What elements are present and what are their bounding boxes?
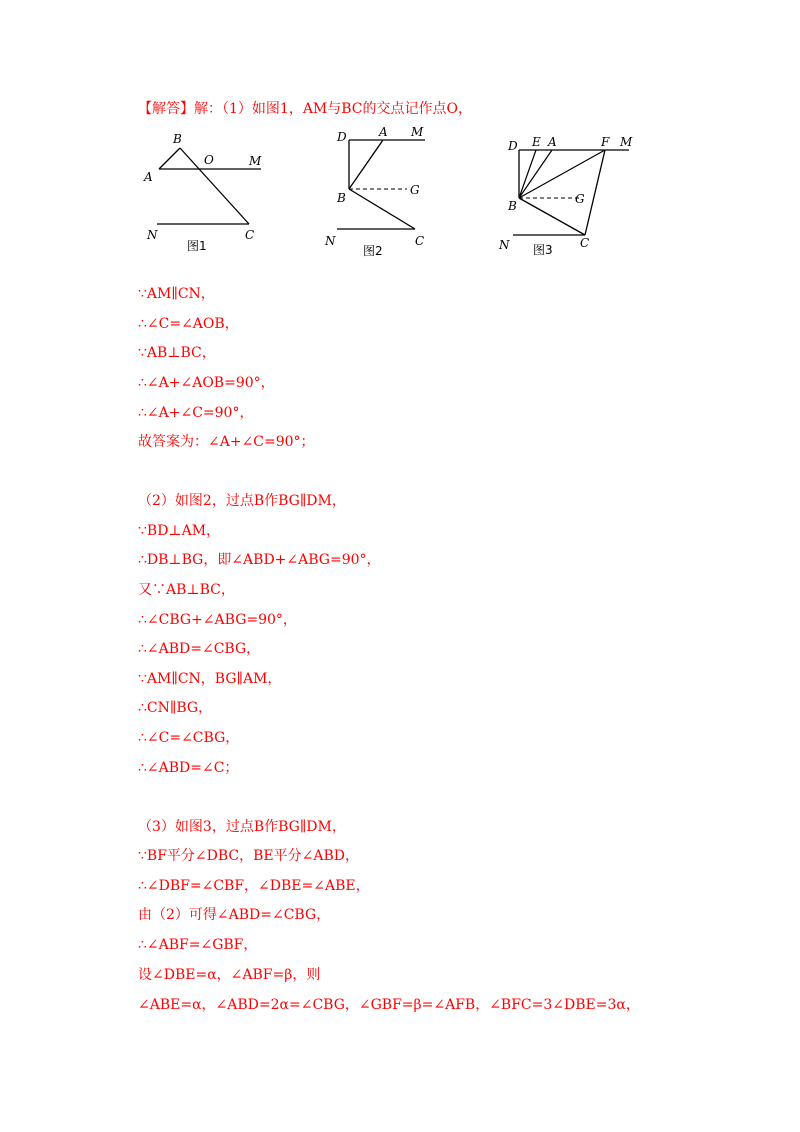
answer-intro: 【解答】解：（1）如图1，AM与BC的交点记作点O， — [138, 101, 472, 117]
fig3-caption: 图3 — [533, 243, 553, 257]
fig1-label-A: A — [144, 170, 153, 184]
fig3-label-B: B — [508, 199, 517, 213]
part3-line: ∵BF平分∠DBC，BE平分∠ABD， — [138, 848, 359, 864]
figure-3-diagram — [495, 128, 645, 263]
part2-line: ∴∠ABD=∠CBG， — [138, 641, 261, 657]
part3-line: 由（2）可得∠ABD=∠CBG， — [138, 907, 331, 923]
part3-line: （3）如图3，过点B作BG∥DM， — [138, 819, 346, 835]
part2-line: 又∵AB⊥BC， — [138, 582, 235, 598]
fig3-label-C: C — [580, 236, 590, 250]
fig2-caption: 图2 — [363, 244, 383, 258]
part1-line: ∴∠C=∠AOB， — [138, 316, 239, 332]
figure-2 — [315, 122, 435, 262]
part2-line: ∴DB⊥BG，即∠ABD+∠ABG=90°， — [138, 552, 381, 568]
part1-line: ∴∠A+∠C=90°， — [138, 405, 254, 421]
figure-1 — [135, 125, 275, 255]
fig1-label-B: B — [173, 132, 182, 146]
part2-line: ∴CN∥BG， — [138, 700, 213, 716]
fig3-label-E: E — [532, 135, 541, 149]
part2-line: ∵AM∥CN，BG∥AM， — [138, 671, 282, 687]
fig2-label-A: A — [379, 125, 388, 139]
fig2-label-G: G — [410, 183, 420, 197]
fig2-label-N: N — [325, 234, 336, 248]
fig1-caption: 图1 — [187, 239, 207, 253]
part3-line: ∠ABE=α，∠ABD=2α=∠CBG，∠GBF=β=∠AFB，∠BFC=3∠DBE=3α， — [138, 997, 640, 1013]
part1-line: ∵AB⊥BC， — [138, 345, 216, 361]
fig1-label-O: O — [204, 153, 214, 167]
fig2-label-D: D — [337, 130, 347, 144]
fig3-label-N: N — [499, 238, 510, 252]
fig3-label-A: A — [548, 135, 557, 149]
part3-line: ∴∠DBF=∠CBF，∠DBE=∠ABE， — [138, 878, 370, 894]
figure-3 — [495, 128, 645, 263]
fig3-label-M: M — [620, 135, 633, 149]
part1-line: ∴∠A+∠AOB=90°， — [138, 375, 275, 391]
part2-line: ∵BD⊥AM， — [138, 523, 221, 539]
part2-line: ∴∠ABD=∠C； — [138, 760, 239, 776]
part1-line: 故答案为：∠A+∠C=90°； — [138, 434, 315, 450]
fig2-label-M: M — [411, 125, 424, 139]
part1-line: ∵AM∥CN， — [138, 286, 215, 302]
figure-1-diagram — [135, 125, 275, 255]
figure-2-diagram — [315, 122, 435, 262]
part3-line: ∴∠ABF=∠GBF， — [138, 937, 258, 953]
fig3-label-G: G — [575, 192, 585, 206]
part2-line: ∴∠CBG+∠ABG=90°， — [138, 612, 297, 628]
fig1-label-N: N — [147, 228, 158, 242]
fig1-label-M: M — [249, 154, 262, 168]
part2-line: ∴∠C=∠CBG， — [138, 730, 240, 746]
part2-line: （2）如图2，过点B作BG∥DM， — [138, 493, 346, 509]
part3-line: 设∠DBE=α，∠ABF=β，则 — [138, 967, 321, 983]
fig2-label-C: C — [415, 234, 425, 248]
fig1-label-C: C — [245, 228, 255, 242]
fig3-label-D: D — [508, 139, 518, 153]
fig2-label-B: B — [337, 191, 346, 205]
fig3-label-F: F — [601, 135, 610, 149]
